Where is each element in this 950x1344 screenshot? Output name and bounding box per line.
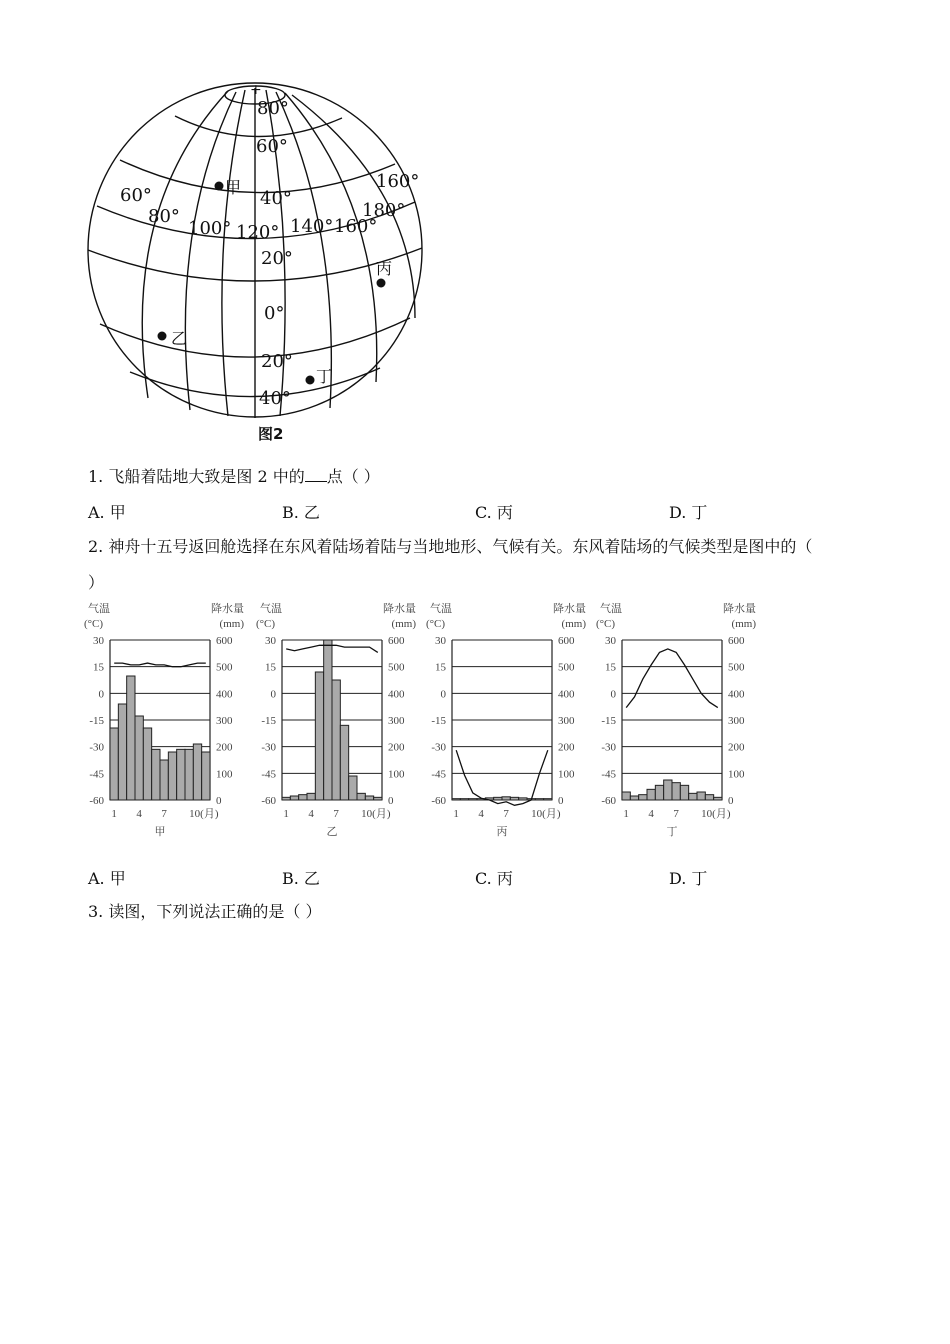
precip-bar [535,799,543,800]
pole-mark: + [250,82,262,98]
precip-tick-label: 400 [728,688,745,701]
precip-bar [519,798,527,800]
precip-tick-label: 500 [728,661,745,674]
precip-bar [689,793,697,800]
lon-label: 60° [120,185,152,206]
month-tick-label: 10(月) [701,808,731,820]
precip-bar [630,796,638,800]
month-tick-label: 4 [136,808,142,820]
month-tick-label: 7 [161,808,167,820]
temp-line [626,649,718,708]
precip-bar [290,796,298,800]
precip-tick-label: 0 [388,795,394,807]
month-tick-label: 4 [648,808,654,820]
precip-bar [664,780,672,800]
precip-axis-unit: (mm) [391,618,416,630]
chart-name: 乙 [326,826,338,838]
month-tick-label: 1 [111,808,117,820]
month-tick-label: 4 [478,808,484,820]
precip-bar [340,725,348,800]
temp-tick-label: -45 [261,768,276,781]
precip-bar [494,797,502,800]
precip-axis-unit: (mm) [561,618,586,630]
precip-tick-label: 0 [728,795,734,807]
temp-tick-label: 30 [265,635,276,647]
precip-axis-title: 降水量 [723,603,756,615]
precip-bar [622,792,630,800]
precip-bar [118,704,126,800]
month-tick-label: 10(月) [361,808,391,820]
question-2-text: 2. 神舟十五号返回舱选择在东风着陆场着陆与当地地形、气候有关。东风着陆场的气候类型是图中的（ [88,537,813,556]
precip-bar [168,752,176,800]
precip-tick-label: 600 [728,635,745,647]
precip-bar [299,795,307,800]
precip-tick-label: 200 [388,741,405,754]
temp-axis-title: 气温 [600,603,622,615]
lat-label: 60° [256,136,288,157]
temp-tick-label: -60 [89,795,104,807]
month-tick-label: 1 [283,808,289,820]
precip-bar [655,785,663,800]
precip-tick-label: 100 [216,768,233,781]
precip-tick-label: 300 [728,715,745,727]
temp-tick-label: 0 [440,688,446,701]
precip-tick-label: 300 [216,715,233,727]
point-label: 甲 [225,178,242,197]
precip-bar [357,793,365,800]
precip-bar [349,776,357,800]
precip-bar [639,795,647,800]
temp-tick-label: 30 [435,635,446,647]
lon-label: 80° [148,206,180,227]
precip-tick-label: 0 [216,795,222,807]
precip-bar [510,797,518,800]
temp-axis-unit: (°C) [426,618,446,630]
climate-charts [80,598,760,848]
lat-label: 40° [259,388,291,409]
temp-tick-label: -15 [431,715,446,727]
temp-tick-label: 30 [605,635,616,647]
precip-axis-unit: (mm) [219,618,244,630]
q2-option-a[interactable]: A. 甲 [88,869,126,888]
question-3-text: 3. 读图，下列说法正确的是（ ） [88,902,322,921]
temp-tick-label: -45 [89,768,104,781]
precip-tick-label: 500 [558,661,575,674]
question-1-tail: 点（ ） [326,467,380,486]
globe-figure [80,78,430,423]
question-2-text-end: ） [88,573,105,592]
point-label: 丁 [316,367,333,386]
month-tick-label: 7 [333,808,339,820]
precip-bar [544,799,552,800]
lat-label: 80° [257,98,289,119]
temp-tick-label: -60 [431,795,446,807]
temp-tick-label: 15 [605,661,616,674]
lon-label: 180° [362,200,406,221]
precip-bar [374,797,382,800]
precip-bar [193,744,201,800]
month-tick-label: 7 [673,808,679,820]
q2-option-d[interactable]: D. 丁 [669,869,708,888]
temp-tick-label: 0 [98,688,104,701]
chart-name: 甲 [154,826,166,838]
q1-option-a[interactable]: A. 甲 [88,503,126,522]
lat-label: 20° [261,248,293,269]
precip-bar [110,728,118,800]
temp-tick-label: -60 [261,795,276,807]
precip-bar [160,760,168,800]
lat-label: 40° [260,188,292,209]
precip-bar [282,797,290,800]
month-tick-label: 7 [503,808,509,820]
temp-tick-label: -30 [601,741,616,754]
precip-tick-label: 100 [558,768,575,781]
point-label: 乙 [171,329,188,348]
precip-bar [672,783,680,800]
precip-axis-title: 降水量 [553,603,586,615]
temp-line [114,663,206,667]
precip-tick-label: 300 [558,715,575,727]
precip-bar [460,799,468,800]
temp-tick-label: -30 [261,741,276,754]
temp-axis-title: 气温 [430,603,452,615]
precip-tick-label: 200 [216,741,233,754]
temp-tick-label: -45 [601,768,616,781]
precip-bar [307,793,315,800]
chart-name: 丙 [496,826,508,838]
temp-tick-label: -15 [601,715,616,727]
temp-tick-label: -15 [261,715,276,727]
temp-tick-label: -30 [431,741,446,754]
precip-tick-label: 300 [388,715,405,727]
precip-tick-label: 100 [728,768,745,781]
month-tick-label: 4 [308,808,314,820]
temp-axis-unit: (°C) [596,618,616,630]
precip-tick-label: 0 [558,795,564,807]
precip-bar [502,797,510,800]
q2-option-c[interactable]: C. 丙 [475,869,513,888]
precip-bar [177,749,185,800]
lat-label: 0° [264,303,285,324]
temp-axis-title: 气温 [88,603,110,615]
temp-tick-label: -45 [431,768,446,781]
q2-option-b[interactable]: B. 乙 [282,869,320,888]
precip-tick-label: 600 [216,635,233,647]
temp-axis-unit: (°C) [256,618,276,630]
temp-tick-label: -60 [601,795,616,807]
month-tick-label: 10(月) [189,808,219,820]
month-tick-label: 1 [453,808,459,820]
climate-charts-svg [80,598,760,848]
precip-tick-label: 100 [388,768,405,781]
precip-bar [143,728,151,800]
month-tick-label: 10(月) [531,808,561,820]
temp-tick-label: 0 [270,688,276,701]
precip-bar [127,676,135,800]
month-tick-label: 1 [623,808,629,820]
precip-tick-label: 600 [388,635,405,647]
precip-tick-label: 200 [728,741,745,754]
lat-label: 20° [261,351,293,372]
lon-label: 160° [376,171,420,192]
question-1 [88,466,380,488]
precip-bar [185,749,193,800]
precip-bar [152,749,160,800]
precip-axis-title: 降水量 [211,603,244,615]
precip-tick-label: 400 [388,688,405,701]
precip-bar [697,792,705,800]
precip-bar [714,797,722,800]
precip-bar [680,785,688,800]
precip-bar [365,796,373,800]
precip-axis-title: 降水量 [383,603,416,615]
precip-tick-label: 400 [216,688,233,701]
figure-caption: 图2 [258,425,284,443]
lon-label: 160° [334,216,378,237]
precip-bar [332,680,340,800]
chart-name: 丁 [666,826,678,838]
precip-tick-label: 600 [558,635,575,647]
temp-axis-title: 气温 [260,603,282,615]
question-1-text: 1. 飞船着陆地大致是图 2 中的 [88,467,305,486]
precip-tick-label: 500 [216,661,233,674]
temp-tick-label: 15 [265,661,276,674]
precip-bar [315,672,323,800]
lon-label: 140° [290,216,334,237]
temp-axis-unit: (°C) [84,618,104,630]
q1-option-b[interactable]: B. 乙 [282,503,320,522]
temp-tick-label: 30 [93,635,104,647]
lon-label: 100° [188,218,232,239]
temp-tick-label: 15 [435,661,446,674]
q1-option-c[interactable]: C. 丙 [475,503,513,522]
globe-graticule [80,78,430,423]
precip-bar [452,799,460,800]
temp-tick-label: -15 [89,715,104,727]
precip-bar [647,789,655,800]
lon-label: 120° [236,222,280,243]
point-label: 丙 [376,259,393,278]
precip-tick-label: 500 [388,661,405,674]
precip-bar [135,716,143,800]
precip-bar [202,752,210,800]
answer-blank [305,467,327,482]
precip-bar [469,799,477,800]
precip-tick-label: 200 [558,741,575,754]
temp-tick-label: 15 [93,661,104,674]
temp-tick-label: 0 [610,688,616,701]
precip-bar [324,640,332,800]
q1-option-d[interactable]: D. 丁 [669,503,708,522]
precip-tick-label: 400 [558,688,575,701]
precip-axis-unit: (mm) [731,618,756,630]
temp-tick-label: -30 [89,741,104,754]
precip-bar [705,795,713,800]
